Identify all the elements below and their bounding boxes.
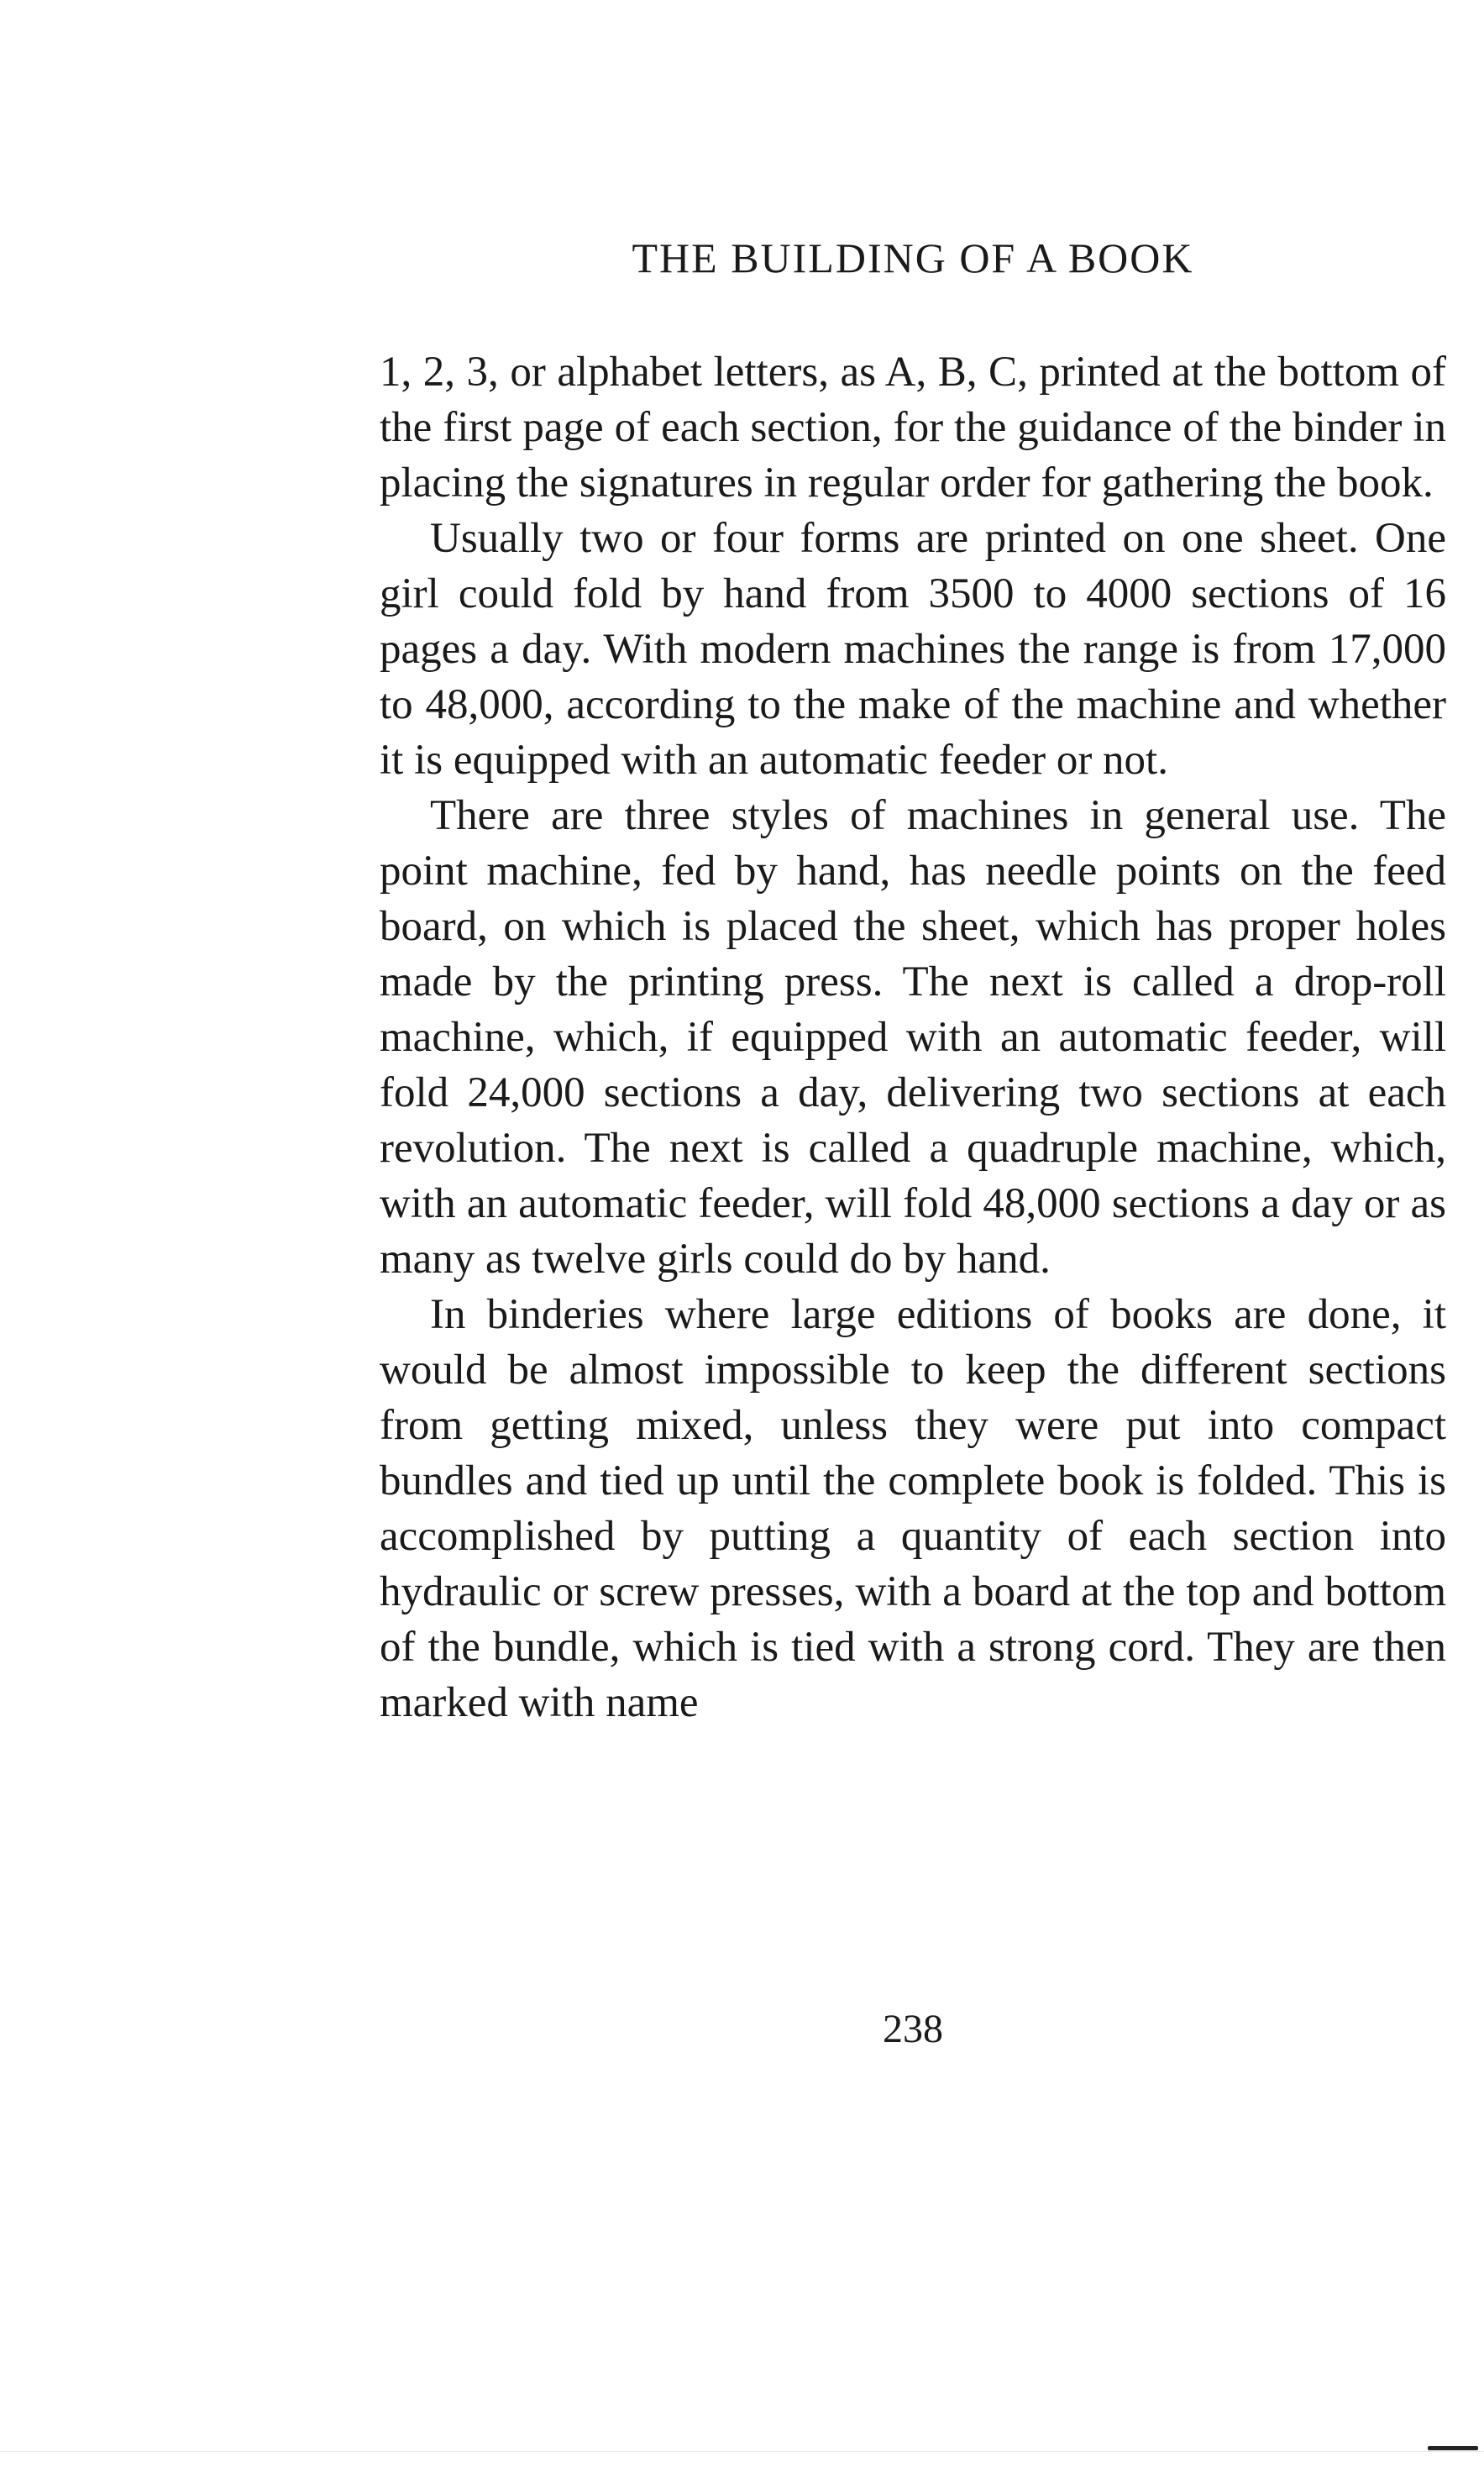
paragraph: In binderies where large editions of books are done, it would be almost impossible to keep the different sections from getting mixed, unless they were put into compact bundles and tied up until the complete book is folded. This is accomplished by putting a quantity of each section into hydraulic or screw presses, with a board at the top and bottom of the bundle, which is tied with a strong cord. They are then marked with name [380,1291,1446,1726]
paragraph: Usually two or four forms are printed on one sheet. One girl could fold by hand from 3500 to 4000 sections of 16 pages a day. With modern machines the range is from 17,000 to 48,000, according to the make of the machine and whether it is equipped with an automatic feeder or not. [380,515,1446,784]
running-head: THE BUILDING OF A BOOK [632,234,1194,281]
paragraph-continued: 1, 2, 3, or alphabet letters, as A, B, C, printed at the bottom of the first page of each section, for the guidance of the binder in placing the signatures in regular order for gathering the book. [380,349,1446,507]
page-number: 238 [883,2007,943,2051]
scan-edge-line [0,2451,1484,2452]
scan-edge-mark [1428,2446,1478,2450]
paragraph: There are three styles of machines in general use. The point machine, fed by hand, has needle points on the feed board, on which is placed the sheet, which has proper holes made by the printing press. The next is called a drop-roll machine, which, if equipped with an automatic feeder, will fold 24,000 sections a day, delivering two sections at each revolution. The next is called a quadruple machine, which, with an automatic feeder, will fold 48,000 sections a day or as many as twelve girls could do by hand. [380,792,1446,1283]
body-text [380,344,1446,1730]
